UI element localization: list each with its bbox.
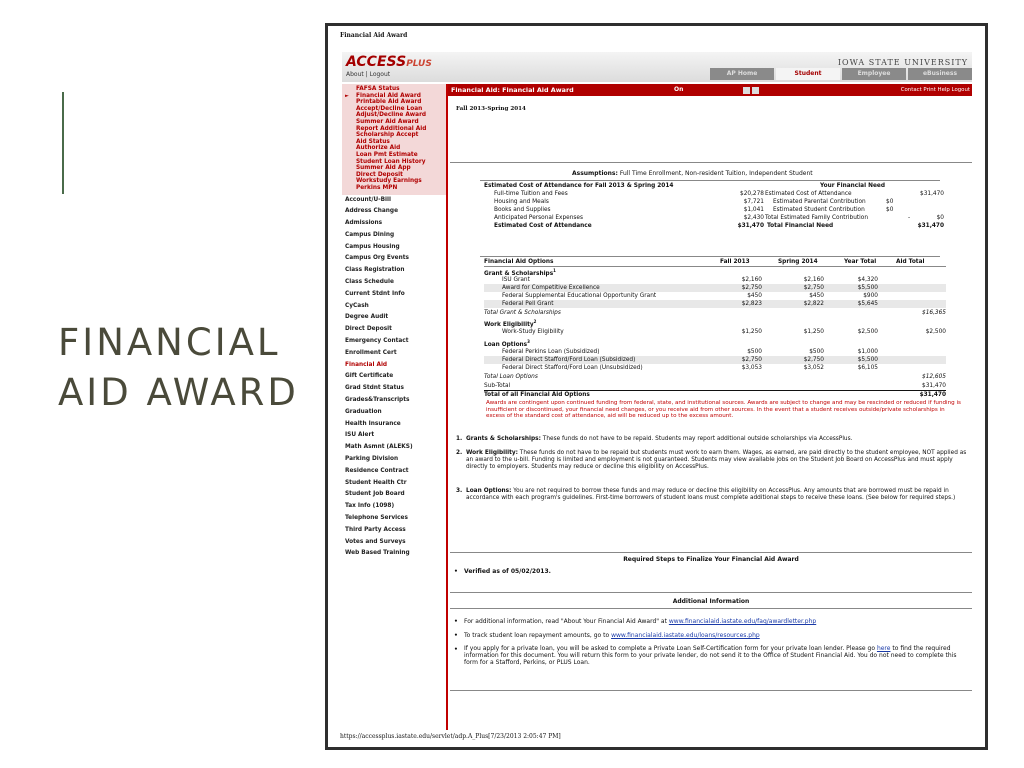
window-icon[interactable] — [743, 87, 750, 94]
nav-item[interactable]: Student Health Ctr — [345, 479, 407, 486]
nav-item[interactable]: Grad Stdnt Status — [345, 385, 404, 392]
nav-item[interactable]: Account/U-Bill — [345, 196, 391, 203]
nav-item[interactable]: Grades&Transcripts — [345, 397, 410, 404]
about-logout-link[interactable]: About | Logout — [346, 71, 391, 78]
subnav-item[interactable]: FAFSA Status — [356, 86, 400, 92]
nav-item[interactable]: Tax Info (1098) — [345, 503, 395, 510]
accessplus-banner — [342, 52, 972, 82]
nav-item[interactable]: Enrollment Cert — [345, 349, 397, 356]
subnav-item[interactable]: Accept/Decline Loan — [356, 105, 423, 112]
aid-options-header: Financial Aid Options Fall 2013 Spring 2014 Year Total Aid Total — [484, 259, 925, 265]
grant-row: ISU Grant $2,160 $2,160 $4,320 — [502, 277, 878, 283]
required-steps-heading: Required Steps to Finalize Your Financial Aid Award — [623, 556, 799, 563]
loans-total-row: Total Loan Options $12,605 — [484, 374, 946, 380]
subnav-item[interactable]: Perkins MPN — [356, 184, 398, 191]
titlebar-toggle[interactable]: On — [674, 86, 684, 93]
grants-total-row: Total Grant & Scholarships $16,365 — [484, 310, 946, 316]
nav-item[interactable]: Direct Deposit — [345, 326, 392, 333]
nav-item[interactable]: Student Job Board — [345, 491, 405, 498]
nav-item[interactable]: Math Asmnt (ALEKS) — [345, 444, 413, 451]
titlebar-actions[interactable]: Contact Print Help Logout — [900, 87, 970, 93]
here-link[interactable]: here — [876, 645, 891, 652]
nav-item[interactable]: Telephone Services — [345, 515, 408, 522]
nav-item[interactable]: Gift Certificate — [345, 373, 394, 380]
tab-student[interactable]: Student — [776, 68, 840, 80]
assumptions: Assumptions: Full Time Enrollment, Non-resident Tuition, Independent Student — [572, 170, 813, 177]
nav-item[interactable]: ISU Alert — [345, 432, 375, 439]
nav-item[interactable]: Admissions — [345, 220, 383, 227]
nav-item[interactable]: Address Change — [345, 208, 398, 215]
portal-tabs — [708, 68, 972, 80]
grant-row: Award for Competitive Excellence $2,750 $2,750 $5,500 — [484, 284, 946, 292]
tab-ebusiness[interactable]: eBusiness — [908, 68, 972, 80]
nav-item[interactable]: Residence Contract — [345, 467, 409, 474]
award-disclaimer: Awards are contingent upon continued funding from federal, state, and institutional sources. Awards are subject to change and may be rescinded or reduced if funding is insufficient or discontinued, your financial need changes, or you receive aid from other sources. In the event that a student receives outside/private scholarships in excess of the standard cost of attendance, aid will be reduced up to the excess amount. — [486, 400, 961, 420]
nav-item[interactable]: Health Insurance — [345, 420, 401, 427]
subnav-item[interactable]: Loan Pmt Estimate — [356, 151, 418, 158]
loan-resources-link[interactable]: www.financialaid.iastate.edu/loans/resources.php — [611, 632, 760, 639]
financial-aid-subnav — [342, 84, 446, 195]
nav-item[interactable]: Degree Audit — [345, 314, 389, 321]
grant-row: Federal Pell Grant $2,823 $2,822 $5,645 — [484, 300, 946, 308]
cost-row: Books and Supplies $1,041 Estimated Student Contribution $0 — [494, 207, 894, 213]
nav-item[interactable]: Campus Housing — [345, 243, 400, 250]
nav-item[interactable]: Graduation — [345, 408, 382, 415]
additional-info-heading: Additional Information — [672, 598, 750, 605]
subnav-item[interactable]: Printable Aid Award — [356, 99, 422, 106]
nav-item[interactable]: Third Party Access — [345, 526, 406, 533]
screenshot-frame — [325, 23, 988, 750]
page-header: Financial Aid Award — [340, 32, 408, 39]
nav-item[interactable]: Emergency Contact — [345, 338, 409, 345]
tab-ap-home[interactable]: AP Home — [710, 68, 774, 80]
cost-header: Estimated Cost of Attendance for Fall 2013 & Spring 2014 Your Financial Need — [484, 183, 885, 189]
cost-row: Housing and Meals $7,721 Estimated Parental Contribution $0 — [494, 199, 894, 205]
subnav-item[interactable]: Aid Status — [356, 138, 390, 145]
left-navigation — [342, 84, 446, 730]
work-row: Work-Study Eligibility $1,250 $1,250 $2,500 $2,500 — [502, 329, 946, 335]
nav-item[interactable]: CyCash — [345, 302, 369, 309]
student-main-nav — [342, 195, 446, 561]
nav-item[interactable]: Class Schedule — [345, 279, 394, 286]
accent-line — [62, 92, 64, 194]
subnav-item[interactable]: Workstudy Earnings — [356, 178, 422, 185]
divider — [450, 592, 972, 593]
subnav-item[interactable]: Direct Deposit — [356, 171, 403, 178]
loan-row: Federal Perkins Loan (Subsidized) $500 $500 $1,000 — [502, 349, 878, 355]
subnav-item[interactable]: Report Additional Aid — [356, 125, 427, 132]
nav-item[interactable]: Current Stdnt Info — [345, 290, 405, 297]
divider — [450, 162, 972, 163]
tab-employee[interactable]: Employee — [842, 68, 906, 80]
accessplus-logo[interactable]: ACCESSPLUS — [346, 54, 432, 70]
content-divider — [446, 84, 448, 730]
subnav-item-current[interactable]: ► Financial Aid Award — [342, 93, 446, 100]
slide-title-line1: FINANCIAL — [58, 321, 281, 364]
slide-title-line2: AID AWARD — [58, 371, 299, 414]
loan-row: Federal Direct Stafford/Ford Loan (Unsubsidized) $3,053 $3,052 $6,105 — [502, 365, 878, 371]
nav-item[interactable]: Parking Division — [345, 456, 399, 463]
main-content: Fall 2013-Spring 2014 Assumptions: Full Time Enrollment, Non-resident Tuition, Independent Student Estimated Cost of Attendance for Fall 2013 & Spring 2014 Your Financial Need Full-time Tuition and Fees $20,278 Estimated Cost of Attendance $31,470 Housing and Meals $7,721 Estimated Parental Contribution $0 Books and Supplies $1,041 Estimated Student Contribution $0 Anticipated Personal Expenses $2,430 Total Estimated Family Contribution - $0 Estimated Cost of Attendance $31,470 Total Financial Need $31,470 Financial Aid Options Fall 2013 Spring 2014 Year Total Aid Total Grant & Scholarships$^1$ ISU Grant $2,160 $2,160 $4,320 Award for Competitive Excellence $2,750 $2,750 $5,500 Federal Supplemental Educational Opportunity Grant $450 $450 $900 Federal Pell Grant $2,823 $2,822 $5,645 Total Grant & Scholarships $16,365 Work Eligibility$^2$ Work-Study Eligibility $1,250 $1,250 $2,500 $2,500 Loan Options$^3$ Federal Perkins Loan (Subsidized) $500 $500 $1,000 Federal Direct Stafford/Ford Loan (Subsidized) $2,750 $2,750 $5,500 Federal Direct Stafford/Ford Loan (Unsubsidized) $3,053 $3,052 $6,105 Total Loan Options $12,605 Sub-Total $31,470 Total of all Financial Aid Options $31,470 Awards are contingent upon continued funding from federal, state, and institutional sources. Awards are subject to change and may be rescinded or reduced if funding is insufficient or discontinued, your financial need changes, or you receive aid from other sources. In the event that a student receives outside/private scholarships in excess of the standard cost of attendance, aid will be reduced up to the excess amount. 1. Grants & Scholarships: These funds do not have to be repaid. Students may report additional outside scholarships via AccessPlus. 2. Work Eligibility: These funds do not have to be repaid but students must work to earn them. Wages, as earned, are paid directly to the student employee, NOT applied as an award to the u-bill. Funding is limited and employment is not guaranteed. Students may view available jobs on the Student Job Board on AccessPlus and must apply directly to employers. Students may reduce or decline this eligibility on AccessPlus. 3. Loan Options: You are not required to borrow these funds and may reduce or decline this eligibility on AccessPlus. Any amounts that are borrowed must be repaid in accordance with each program's guidelines. First-time borrowers of student loans must complete additional steps to receive these loans. (See below for required steps.) Required Steps to Finalize Your Financial Aid Award • Verified as of 05/02/2013. Additional Information • For additional information, read "About Your Financial Aid Award" at www.financialaid.iastate.edu/faq/awardletter.php • To track student loan repayment amounts, go to www.financialaid.iastate.edu/loans/resources.php • If you apply for a private loan, you will be asked to complete a Private Loan Self-Certification form for your private loan lender. Please go here to find the required information for this document. You will return this form to your private lender, do not send it to the Office of Student Financial Aid. You do not need to complete this form for a Stafford, Perkins, or PLUS Loan. — [450, 96, 972, 730]
cost-row: Full-time Tuition and Fees $20,278 Estimated Cost of Attendance $31,470 — [494, 191, 944, 197]
grant-row: Federal Supplemental Educational Opportunity Grant $450 $450 $900 — [502, 293, 878, 299]
subnav-item[interactable]: Summer Aid App — [356, 165, 411, 172]
subnav-item[interactable]: Authorize Aid — [356, 145, 401, 152]
term-label: Fall 2013-Spring 2014 — [456, 106, 526, 112]
divider — [450, 608, 972, 609]
page-titlebar — [448, 84, 972, 96]
nav-item[interactable]: Campus Org Events — [345, 255, 409, 262]
divider — [450, 552, 972, 553]
window-icon[interactable] — [752, 87, 759, 94]
subnav-item[interactable]: Summer Aid Award — [356, 118, 419, 125]
divider — [480, 180, 940, 181]
divider — [480, 256, 940, 257]
nav-item[interactable]: Web Based Training — [345, 550, 410, 557]
subnav-item[interactable]: Student Loan History — [356, 158, 426, 165]
nav-item[interactable]: Class Registration — [345, 267, 405, 274]
nav-item-financial-aid[interactable]: Financial Aid — [345, 361, 388, 368]
subnav-item[interactable]: Adjust/Decline Award — [356, 112, 427, 119]
divider — [450, 690, 972, 691]
cost-row: Anticipated Personal Expenses $2,430 Total Estimated Family Contribution - $0 — [494, 215, 944, 221]
subnav-item[interactable]: Scholarship Accept — [356, 132, 419, 139]
grand-total-row: Total of all Financial Aid Options $31,470 — [484, 392, 946, 398]
university-name: IOWA STATE UNIVERSITY — [837, 58, 968, 67]
nav-item[interactable]: Votes and Surveys — [345, 538, 406, 545]
subtotal-row: Sub-Total $31,470 — [484, 383, 946, 389]
page-footer-url: https://accessplus.iastate.edu/servlet/adp.A_Plus[7/23/2013 2:05:47 PM] — [340, 733, 561, 740]
nav-item[interactable]: Campus Dining — [345, 231, 395, 238]
cost-total-row: Estimated Cost of Attendance $31,470 Total Financial Need $31,470 — [494, 223, 944, 229]
awardletter-link[interactable]: www.financialaid.iastate.edu/faq/awardletter.php — [668, 618, 817, 625]
page-title: Financial Aid: Financial Aid Award — [451, 86, 574, 94]
slide-title — [58, 318, 299, 418]
loan-row: Federal Direct Stafford/Ford Loan (Subsidized) $2,750 $2,750 $5,500 — [484, 356, 946, 364]
